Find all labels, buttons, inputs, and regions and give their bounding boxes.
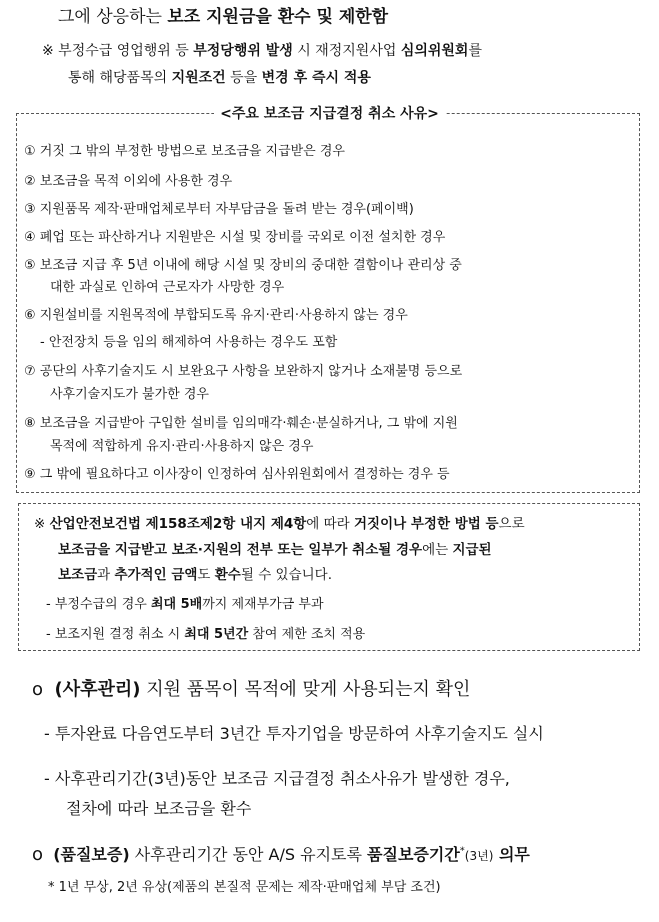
quality-guarantee-note: * 1년 무상, 2년 유상(제품의 본질적 문제는 제작·판매업체 부담 조건) <box>48 880 441 895</box>
reason-item: ⑧ 보조금을 지급받아 구입한 설비를 임의매각·훼손·분실하거나, 그 밖에 지원 <box>24 416 458 431</box>
box-title: <주요 보조금 지급결정 취소 사유> <box>0 103 659 123</box>
reason-item: ⑤ 보조금 지급 후 5년 이내에 해당 시설 및 장비의 중대한 결함이나 관리상 중 <box>24 258 462 273</box>
reason-item-cont: 목적에 적합하게 유지·관리·사용하지 않은 경우 <box>50 439 314 454</box>
heading-line: 그에 상응하는 보조 지원금을 환수 및 제한함 <box>58 7 389 27</box>
reason-item: ② 보조금을 목적 이외에 사용한 경우 <box>24 174 233 189</box>
legal-subitem-1: - 부정수급의 경우 최대 5배까지 제재부가금 부과 <box>46 597 324 612</box>
reason-item: ⑦ 공단의 사후기술지도 시 보완요구 사항을 보완하지 않거나 소재불명 등으로 <box>24 364 463 379</box>
notice-line-2: 통해 해당품목의 지원조건 등을 변경 후 즉시 적용 <box>68 70 371 86</box>
legal-subitem-2: - 보조지원 결정 취소 시 최대 5년간 참여 제한 조치 적용 <box>46 627 366 642</box>
reason-item: ③ 지원품목 제작·판매업체로부터 자부담금을 돌려 받는 경우(페이백) <box>24 202 414 217</box>
post-management-detail-1: - 투자완료 다음연도부터 3년간 투자기업을 방문하여 사후기술지도 실시 <box>44 724 544 743</box>
quality-guarantee-heading: o (품질보증) 사후관리기간 동안 A/S 유지토록 품질보증기간*(3년) 의무 <box>32 844 530 865</box>
reason-item: ④ 폐업 또는 파산하거나 지원받은 시설 및 장비를 국외로 이전 설치한 경우 <box>24 230 446 245</box>
legal-line-1: ※ 산업안전보건법 제158조제2항 내지 제4항에 따라 거짓이나 부정한 방법 등으로 <box>34 516 525 532</box>
post-management-heading: o (사후관리) 지원 품목이 목적에 맞게 사용되는지 확인 <box>32 679 471 700</box>
reason-subitem: - 안전장치 등을 임의 해제하여 사용하는 경우도 포함 <box>40 335 338 350</box>
reason-item: ① 거짓 그 밖의 부정한 방법으로 보조금을 지급받은 경우 <box>24 144 345 159</box>
reason-item: ⑨ 그 밖에 필요하다고 이사장이 인정하여 심사위원회에서 결정하는 경우 등 <box>24 467 450 482</box>
reason-item-cont: 사후기술지도가 불가한 경우 <box>50 387 209 402</box>
notice-line-1: ※ 부정수급 영업행위 등 부정당행위 발생 시 재정지원사업 심의위원회를 <box>42 43 482 59</box>
legal-line-3: 보조금과 추가적인 금액도 환수될 수 있습니다. <box>58 567 332 583</box>
post-management-detail-2-cont: 절차에 따라 보조금을 환수 <box>66 799 252 818</box>
post-management-detail-2: - 사후관리기간(3년)동안 보조금 지급결정 취소사유가 발생한 경우, <box>44 769 510 788</box>
reason-item-cont: 대한 과실로 인하여 근로자가 사망한 경우 <box>50 280 285 295</box>
reason-item: ⑥ 지원설비를 지원목적에 부합되도록 유지·관리·사용하지 않는 경우 <box>24 308 408 323</box>
legal-line-2: 보조금을 지급받고 보조·지원의 전부 또는 일부가 취소될 경우에는 지급된 <box>58 542 492 558</box>
